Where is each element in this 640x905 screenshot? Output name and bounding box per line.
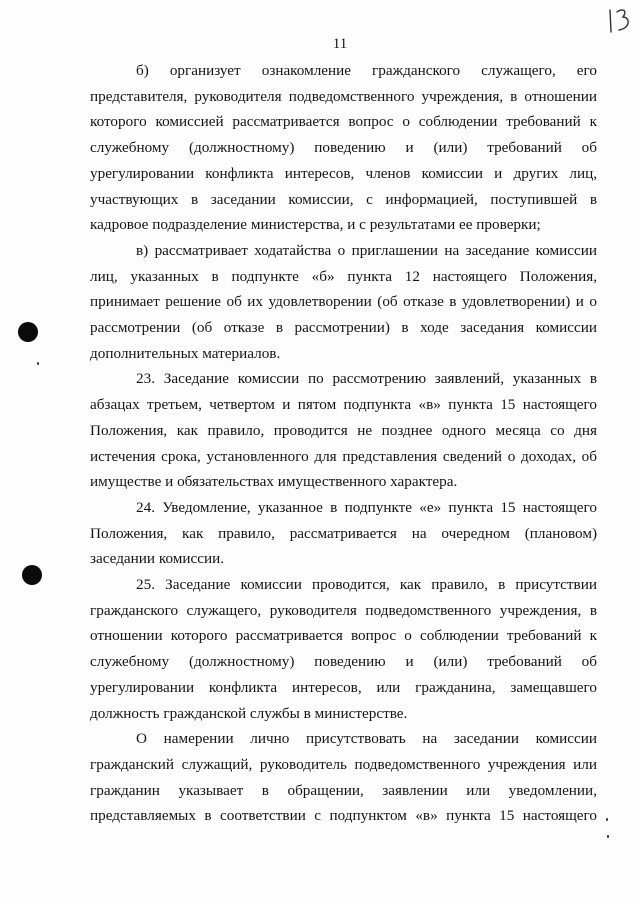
- page-number: 11: [332, 36, 348, 52]
- paragraph-23: 23. Заседание комиссии по рассмотрению заявлений, указанных в абзацах третьем, четвертом и пятом подпункта «в» пункта 15 настоящего Положения, как правило, проводится не позднее одного месяца со дня истечения срока, установленного для представления сведений о доходах, об имуществе и обязательствах имущественного характера.: [90, 370, 597, 491]
- handwritten-folio-number: [606, 6, 634, 36]
- scan-speck: [606, 818, 608, 821]
- scan-speck: [37, 362, 39, 365]
- paragraph-intention: О намерении лично присутствовать на заседании комиссии гражданский служащий, руководитель подведомственного учреждения или гражданин указывает в обращении, заявлении или уведомлении, представляемых в соответствии с подпунктом «в» пункта 15 настоящего: [90, 730, 597, 825]
- punch-hole-upper: [18, 322, 38, 342]
- paragraph-b: б) организует ознакомление гражданского служащего, его представителя, руководителя подведомственного учреждения, в отношении которого комиссией рассматривается вопрос о соблюдении требований к служебному (должностному) поведению и (или) требований об урегулировании конфликта интересов, членов комиссии и других лиц, участвующих в заседании комиссии, с информацией, поступившей в кадровое подразделение министерства, и с результатами ее проверки;: [90, 62, 597, 234]
- paragraph-v: в) рассматривает ходатайства о приглашении на заседание комиссии лиц, указанных в подпункте «б» пункта 12 настоящего Положения, принимает решение об их удовлетворении (об отказе в удовлетворении) и о рассмотрении (об отказе в рассмотрении) в ходе заседания комиссии дополнительных материалов.: [90, 241, 597, 362]
- punch-hole-lower: [22, 565, 42, 585]
- paragraph-25: 25. Заседание комиссии проводится, как правило, в присутствии гражданского служащего, руководителя подведомственного учреждения, в отношении которого рассматривается вопрос о соблюдении требований к служебному (должностному) поведению и (или) требований об урегулировании конфликта интересов, или гражданина, замещавшего должность гражданской службы в министерстве.: [90, 576, 597, 722]
- document-body: [90, 58, 597, 829]
- scan-speck: [607, 835, 609, 838]
- paragraph-24: 24. Уведомление, указанное в подпункте «е» пункта 15 настоящего Положения, как правило, рассматривается на очередном (плановом) заседании комиссии.: [90, 498, 597, 568]
